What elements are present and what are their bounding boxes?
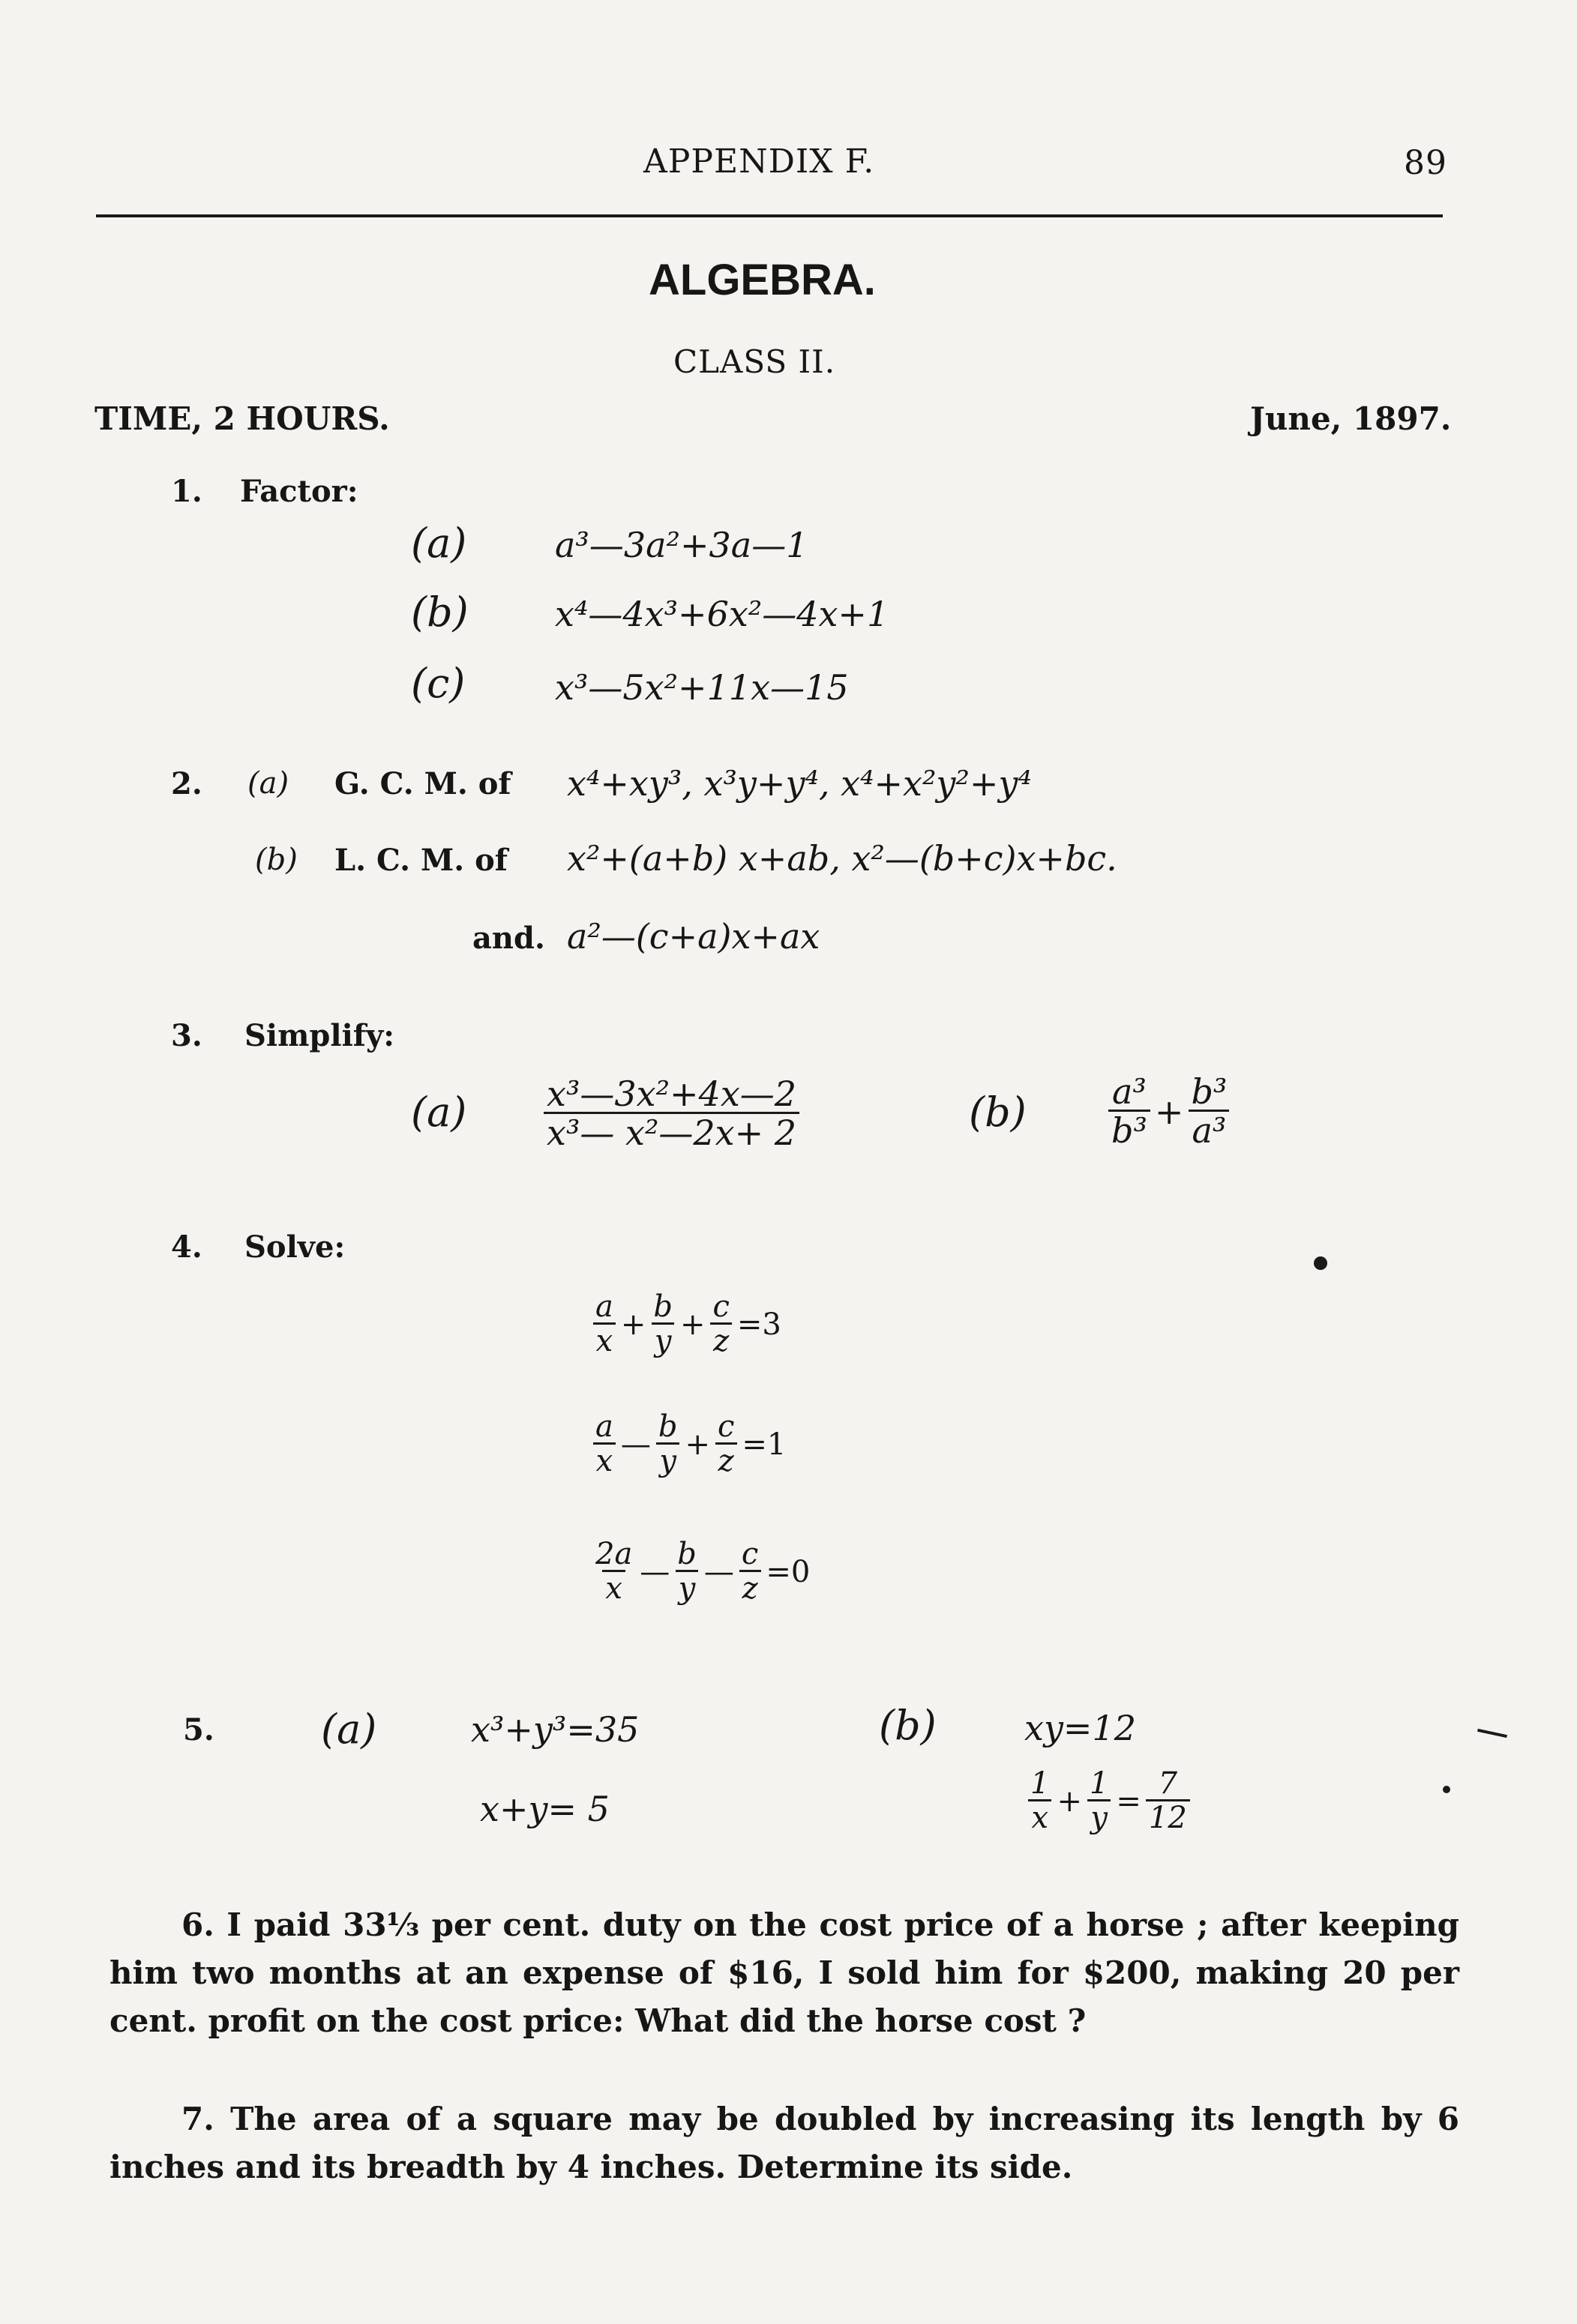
exam-date: June, 1897. <box>1250 400 1452 437</box>
q1c-expr: x³—5x²+11x—15 <box>555 667 849 708</box>
q3a-fraction <box>544 1076 799 1152</box>
q2a-label: (a) <box>247 766 289 801</box>
q1a-label: (a) <box>411 520 467 567</box>
q4e1-rhs: =3 <box>736 1307 781 1342</box>
q3b-plus: + <box>1154 1091 1184 1132</box>
q4e3-n1: 2a <box>595 1537 633 1571</box>
q1-label: Factor: <box>240 474 358 509</box>
q3b-t2-den: a³ <box>1189 1110 1229 1150</box>
q5b-d1: x <box>1028 1799 1051 1834</box>
running-title: APPENDIX F. <box>643 142 875 181</box>
q5b-n1: 1 <box>1030 1766 1050 1801</box>
q1a-expr: a³—3a²+3a—1 <box>555 525 808 565</box>
q4e3-d2: y <box>676 1570 699 1605</box>
class-subtitle: CLASS II. <box>673 343 836 380</box>
q3b-label: (b) <box>969 1089 1027 1136</box>
q3b-t2-num: b³ <box>1191 1071 1228 1112</box>
q4e3-n3: c <box>741 1537 759 1571</box>
q3b-t1-den: b³ <box>1108 1110 1150 1150</box>
q4e3-o1: — <box>640 1554 670 1589</box>
q4e3-d3: z <box>739 1570 761 1605</box>
ink-speck <box>1443 1786 1450 1793</box>
q2b-keyword: L. C. M. of <box>334 843 508 878</box>
time-allowed: TIME, 2 HOURS. <box>94 400 390 437</box>
q1b-expr: x⁴—4x³+6x²—4x+1 <box>555 594 889 634</box>
q4e2-rhs: =1 <box>742 1427 787 1462</box>
q2-number: 2. <box>171 766 202 801</box>
q4e2-n2: b <box>658 1409 678 1444</box>
q2-and-expr: a²—(c+a)x+ax <box>567 916 820 957</box>
q1c-label: (c) <box>411 660 466 707</box>
q4e2-o1: — <box>620 1427 651 1462</box>
q3a-label: (a) <box>411 1089 467 1136</box>
q2b-label: (b) <box>255 843 298 877</box>
page-number: 89 <box>1404 144 1447 182</box>
q4e1-o1: + <box>620 1307 646 1342</box>
q4e2-o2: + <box>685 1427 710 1462</box>
q3b-t1-num: a³ <box>1112 1071 1147 1112</box>
q5b-op: + <box>1057 1783 1082 1819</box>
q5-number: 5. <box>183 1712 214 1747</box>
q4e2-d3: z <box>715 1442 737 1478</box>
q4-number: 4. <box>171 1229 202 1265</box>
q5b-eq2 <box>1027 1768 1190 1834</box>
q4e1-n1: a <box>595 1289 613 1324</box>
q5a-label: (a) <box>321 1706 377 1753</box>
q5b-d2: y <box>1087 1799 1111 1834</box>
page-title: ALGEBRA. <box>649 256 876 304</box>
q4e2-n1: a <box>595 1409 613 1444</box>
q5b-eq: = <box>1116 1783 1141 1819</box>
q5a-eq2: x+y= 5 <box>480 1789 610 1829</box>
q4e1-d1: x <box>593 1322 616 1358</box>
q3-label: Simplify: <box>244 1018 394 1053</box>
q4e1-d2: y <box>652 1322 675 1358</box>
q4-equation-3 <box>592 1538 810 1605</box>
q4e3-o2: — <box>703 1554 734 1589</box>
q7-text: 7. The area of a square may be doubled by increasing its length by 6 inches and its breadth by 4 inches. Determine its side. <box>109 2101 1459 2185</box>
q3b-expr <box>1108 1071 1230 1152</box>
q2a-expr: x⁴+xy³, x³y+y⁴, x⁴+x²y²+y⁴ <box>567 763 1032 804</box>
q1-number: 1. <box>171 474 202 509</box>
q5b-eq1: xy=12 <box>1024 1708 1137 1748</box>
q4e1-o2: + <box>679 1307 706 1342</box>
q6-text: 6. I paid 33⅓ per cent. duty on the cost price of a horse ; after keeping him two months at an expense of $16, I sold him for $200, making 20 per cent. profit on the cost price: What did the horse cost ? <box>109 1906 1459 2039</box>
q4e1-n3: c <box>712 1289 730 1324</box>
q4e1-d3: z <box>710 1322 732 1358</box>
q5b-n3: 7 <box>1158 1766 1178 1801</box>
ink-mark <box>1477 1729 1507 1738</box>
q2a-keyword: G. C. M. of <box>334 766 511 801</box>
q3a-numerator: x³—3x²+4x—2 <box>547 1074 797 1114</box>
q3b-term1 <box>1108 1071 1150 1152</box>
header-rule <box>96 214 1443 217</box>
q4e2-d2: y <box>656 1442 679 1478</box>
q5b-label: (b) <box>879 1702 937 1749</box>
q5b-n2: 1 <box>1089 1766 1109 1801</box>
q4e3-d1: x <box>602 1570 625 1605</box>
q4-equation-1 <box>592 1291 781 1358</box>
ink-speck <box>1314 1256 1327 1270</box>
q2b-expr: x²+(a+b) x+ab, x²—(b+c)x+bc. <box>567 838 1117 879</box>
q1b-label: (b) <box>411 588 469 636</box>
q2-and-keyword: and. <box>472 921 545 956</box>
q5a-eq1: x³+y³=35 <box>471 1709 640 1750</box>
q5b-d3: 12 <box>1146 1799 1190 1834</box>
q4e3-n2: b <box>677 1537 697 1571</box>
q3a-denominator: x³— x²—2x+ 2 <box>544 1112 799 1152</box>
q4-equation-2 <box>592 1411 786 1478</box>
q4e2-n3: c <box>717 1409 735 1444</box>
q4e2-d1: x <box>593 1442 616 1478</box>
q3-number: 3. <box>171 1018 202 1053</box>
q4-label: Solve: <box>244 1229 346 1265</box>
q4e1-n2: b <box>653 1289 673 1324</box>
q3b-term2 <box>1188 1071 1230 1152</box>
q4e3-rhs: =0 <box>766 1554 811 1589</box>
